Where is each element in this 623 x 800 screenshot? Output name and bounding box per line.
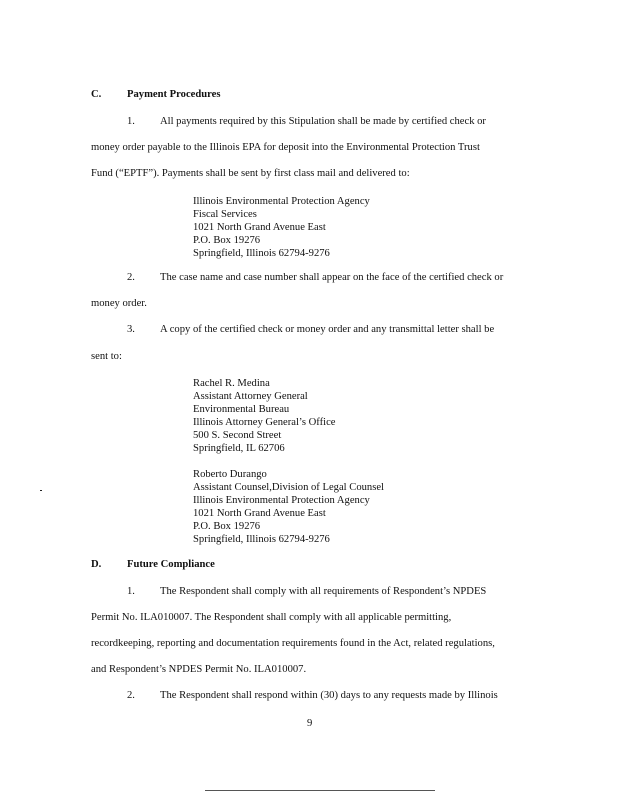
section-d-letter: D. bbox=[91, 559, 102, 570]
address-line: Fiscal Services bbox=[193, 209, 257, 220]
address-line: Rachel R. Medina bbox=[193, 378, 270, 389]
d1-line-1: The Respondent shall comply with all requirements of Respondent’s NPDES bbox=[160, 586, 487, 597]
address-line: 1021 North Grand Avenue East bbox=[193, 508, 326, 519]
c1-line-2: money order payable to the Illinois EPA for deposit into the Environmental Protection Trust bbox=[91, 142, 480, 153]
address-line: Illinois Environmental Protection Agency bbox=[193, 196, 370, 207]
c2-line-2: money order. bbox=[91, 298, 147, 309]
address-line: Springfield, IL 62706 bbox=[193, 443, 285, 454]
address-line: Assistant Attorney General bbox=[193, 391, 308, 402]
c2-line-1: The case name and case number shall appear on the face of the certified check or bbox=[160, 272, 504, 283]
attorney-general-address-block bbox=[193, 377, 336, 455]
d2-line-1: The Respondent shall respond within (30) days to any requests made by Illinois bbox=[160, 690, 498, 701]
d1-number: 1. bbox=[127, 586, 135, 597]
scan-speck bbox=[40, 490, 42, 491]
scan-edge-line bbox=[205, 790, 435, 791]
address-line: P.O. Box 19276 bbox=[193, 235, 261, 246]
c3-number: 3. bbox=[127, 324, 135, 335]
address-line: 1021 North Grand Avenue East bbox=[193, 222, 326, 233]
c1-line-3: Fund (“EPTF”). Payments shall be sent by first class mail and delivered to: bbox=[91, 168, 410, 179]
c2-number: 2. bbox=[127, 272, 135, 283]
address-line: Illinois Environmental Protection Agency bbox=[193, 495, 370, 506]
address-line: 500 S. Second Street bbox=[193, 430, 282, 441]
c1-number: 1. bbox=[127, 116, 135, 127]
address-line: Environmental Bureau bbox=[193, 404, 290, 415]
d1-line-2: Permit No. ILA010007. The Respondent shall comply with all applicable permitting, bbox=[91, 612, 452, 623]
address-line: Illinois Attorney General’s Office bbox=[193, 417, 336, 428]
section-c-heading: Payment Procedures bbox=[127, 89, 221, 100]
page-number: 9 bbox=[307, 718, 313, 729]
c1-line-1: All payments required by this Stipulation shall be made by certified check or bbox=[160, 116, 486, 127]
address-line: Springfield, Illinois 62794-9276 bbox=[193, 534, 330, 545]
d1-line-3: recordkeeping, reporting and documentation requirements found in the Act, related regulations, bbox=[91, 638, 495, 649]
address-line: Springfield, Illinois 62794-9276 bbox=[193, 248, 330, 259]
section-c-letter: C. bbox=[91, 89, 102, 100]
d1-line-4: and Respondent’s NPDES Permit No. ILA010007. bbox=[91, 664, 307, 675]
address-line: Roberto Durango bbox=[193, 469, 267, 480]
legal-counsel-address-block bbox=[193, 468, 384, 546]
d2-number: 2. bbox=[127, 690, 135, 701]
c3-line-2: sent to: bbox=[91, 351, 122, 362]
address-line: P.O. Box 19276 bbox=[193, 521, 261, 532]
eptf-address-block bbox=[193, 195, 370, 260]
address-line: Assistant Counsel,Division of Legal Counsel bbox=[193, 482, 384, 493]
section-d-heading: Future Compliance bbox=[127, 559, 215, 570]
c3-line-1: A copy of the certified check or money order and any transmittal letter shall be bbox=[160, 324, 495, 335]
